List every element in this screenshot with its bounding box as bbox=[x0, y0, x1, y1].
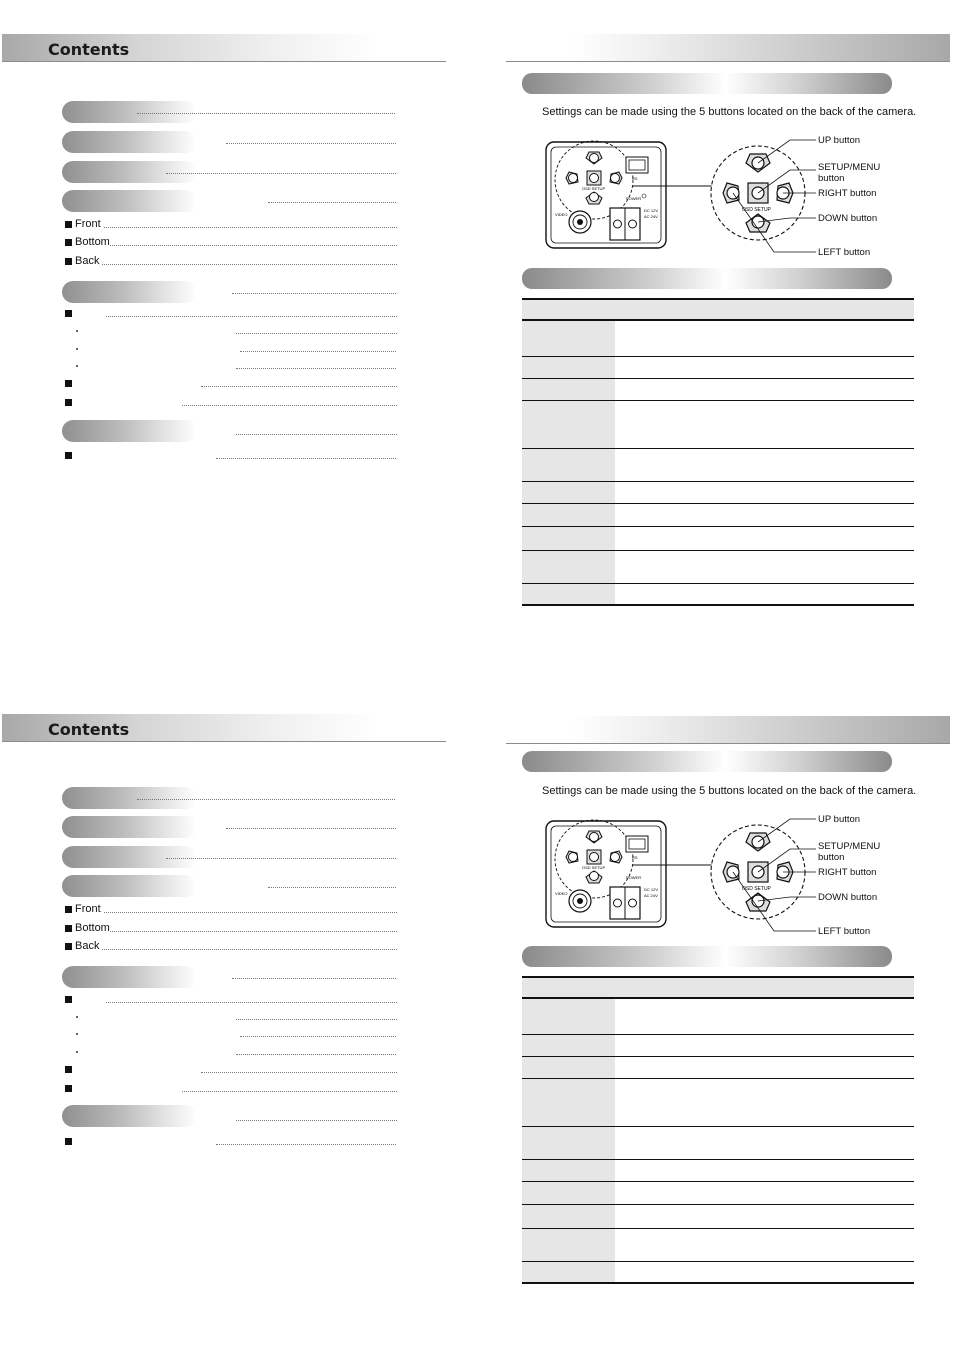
sub-bullet-icon bbox=[76, 1016, 78, 1018]
toc-leader bbox=[236, 434, 397, 435]
toc-section-pill bbox=[62, 816, 197, 838]
osd-setup-label: OSD SETUP bbox=[582, 865, 606, 870]
toc-item-front[interactable]: Front bbox=[75, 218, 101, 230]
contents-title: Contents bbox=[48, 40, 130, 59]
toc-leader bbox=[104, 227, 397, 228]
ac-label: AC 24V bbox=[644, 214, 658, 219]
contents-header-bar bbox=[2, 34, 446, 62]
toc-leader bbox=[236, 1019, 397, 1020]
rs-label: RS bbox=[632, 855, 638, 860]
toc-section-pill bbox=[62, 190, 197, 212]
bullet-square-icon bbox=[65, 258, 72, 265]
right-button-callout: RIGHT button bbox=[818, 188, 877, 199]
setup-menu-button-callout-line2: button bbox=[818, 173, 845, 184]
sub-bullet-icon bbox=[76, 348, 78, 350]
up-button-callout: UP button bbox=[818, 814, 861, 825]
toc-leader bbox=[102, 264, 397, 265]
toc-section-pill bbox=[62, 161, 197, 183]
up-button-callout: UP button bbox=[818, 135, 861, 146]
toc-leader bbox=[232, 293, 396, 294]
toc-section-pill bbox=[62, 787, 197, 809]
table-row bbox=[522, 482, 914, 504]
sub-bullet-icon bbox=[76, 330, 78, 332]
toc-section-pill bbox=[62, 966, 197, 988]
toc-leader bbox=[137, 113, 395, 114]
toc-leader bbox=[240, 1036, 396, 1037]
table-row bbox=[522, 449, 914, 482]
osd-setup-label-large: OSD SETUP bbox=[742, 207, 771, 213]
contents-header-bar bbox=[2, 714, 446, 742]
section-heading-pill bbox=[522, 946, 892, 967]
toc-leader bbox=[201, 386, 397, 387]
power-label: POWER bbox=[626, 196, 642, 201]
table-row bbox=[522, 999, 914, 1035]
bullet-square-icon bbox=[65, 996, 72, 1003]
toc-item-back[interactable]: Back bbox=[75, 255, 100, 267]
bullet-square-icon bbox=[65, 380, 72, 387]
osd-setup-label-large: OSD SETUP bbox=[742, 886, 771, 892]
bullet-square-icon bbox=[65, 925, 72, 932]
contents-page bbox=[0, 0, 450, 680]
toc-leader bbox=[236, 368, 396, 369]
toc-leader bbox=[232, 978, 396, 979]
table-row bbox=[522, 321, 914, 357]
sub-bullet-icon bbox=[76, 1033, 78, 1035]
buttons-page bbox=[506, 0, 954, 680]
toc-leader bbox=[216, 1144, 396, 1145]
down-button-callout: DOWN button bbox=[818, 892, 878, 903]
settings-note: Settings can be made using the 5 buttons located on the back of the camera. bbox=[542, 785, 917, 797]
section-heading-pill bbox=[522, 751, 892, 772]
bullet-square-icon bbox=[65, 1138, 72, 1145]
down-button-callout: DOWN button bbox=[818, 213, 878, 224]
toc-leader bbox=[110, 245, 397, 246]
table-row bbox=[522, 1127, 914, 1160]
toc-leader bbox=[236, 1120, 397, 1121]
dc-label: DC 12V bbox=[644, 208, 659, 213]
table-row bbox=[522, 1160, 914, 1182]
toc-leader bbox=[268, 202, 396, 203]
table-header-row bbox=[522, 976, 914, 999]
toc-leader bbox=[182, 405, 397, 406]
table-row bbox=[522, 379, 914, 401]
page-spread-bottom bbox=[0, 680, 954, 1350]
video-label: VIDEO bbox=[555, 212, 568, 217]
table-row bbox=[522, 504, 914, 527]
settings-table bbox=[522, 976, 914, 1284]
bullet-square-icon bbox=[65, 452, 72, 459]
table-row bbox=[522, 1205, 914, 1229]
video-label: VIDEO bbox=[555, 891, 568, 896]
table-row bbox=[522, 1057, 914, 1079]
buttons-page bbox=[506, 680, 954, 1350]
toc-leader bbox=[102, 949, 397, 950]
setup-menu-button-callout: SETUP/MENU bbox=[818, 841, 881, 852]
page-header-bar bbox=[506, 34, 950, 62]
section-heading-pill bbox=[522, 73, 892, 94]
bullet-square-icon bbox=[65, 1085, 72, 1092]
bullet-square-icon bbox=[65, 906, 72, 913]
left-button-callout: LEFT button bbox=[818, 247, 871, 258]
camera-back-diagram bbox=[544, 809, 914, 944]
toc-item-bottom[interactable]: Bottom bbox=[75, 236, 110, 248]
toc-leader bbox=[201, 1072, 397, 1073]
toc-leader bbox=[137, 799, 395, 800]
dc-label: DC 12V bbox=[644, 887, 659, 892]
table-header-row bbox=[522, 298, 914, 321]
toc-leader bbox=[166, 858, 396, 859]
table-row bbox=[522, 551, 914, 584]
table-row bbox=[522, 527, 914, 551]
toc-section-pill bbox=[62, 875, 197, 897]
toc-leader bbox=[236, 1054, 396, 1055]
toc-leader bbox=[226, 828, 396, 829]
table-row bbox=[522, 1079, 914, 1127]
settings-note: Settings can be made using the 5 buttons located on the back of the camera. bbox=[542, 106, 917, 118]
toc-leader bbox=[106, 316, 397, 317]
toc-leader bbox=[240, 351, 396, 352]
toc-leader bbox=[104, 912, 397, 913]
table-row bbox=[522, 357, 914, 379]
table-row bbox=[522, 1229, 914, 1262]
settings-table bbox=[522, 298, 914, 606]
bullet-square-icon bbox=[65, 239, 72, 246]
toc-leader bbox=[166, 173, 396, 174]
ac-label: AC 24V bbox=[644, 893, 658, 898]
toc-item-front[interactable]: Front bbox=[75, 903, 101, 915]
table-row bbox=[522, 1035, 914, 1057]
bullet-square-icon bbox=[65, 943, 72, 950]
toc-leader bbox=[182, 1091, 397, 1092]
rs-label: RS bbox=[632, 176, 638, 181]
contents-title: Contents bbox=[48, 720, 130, 739]
toc-section-pill bbox=[62, 846, 197, 868]
toc-item-bottom[interactable]: Bottom bbox=[75, 922, 110, 934]
toc-leader bbox=[226, 143, 396, 144]
contents-page bbox=[0, 680, 450, 1350]
toc-section-pill bbox=[62, 101, 197, 123]
sub-bullet-icon bbox=[76, 365, 78, 367]
bullet-square-icon bbox=[65, 399, 72, 406]
section-heading-pill bbox=[522, 268, 892, 289]
table-row bbox=[522, 1182, 914, 1205]
sub-bullet-icon bbox=[76, 1051, 78, 1053]
bullet-square-icon bbox=[65, 1066, 72, 1073]
osd-setup-label: OSD SETUP bbox=[582, 186, 606, 191]
toc-leader bbox=[106, 1002, 397, 1003]
page-header-bar bbox=[506, 716, 950, 744]
toc-leader bbox=[216, 458, 396, 459]
table-row bbox=[522, 401, 914, 449]
toc-leader bbox=[236, 333, 397, 334]
toc-section-pill bbox=[62, 131, 197, 153]
toc-section-pill bbox=[62, 420, 197, 442]
setup-menu-button-callout-line2: button bbox=[818, 852, 845, 863]
table-row bbox=[522, 1262, 914, 1284]
setup-menu-button-callout: SETUP/MENU bbox=[818, 162, 881, 173]
left-button-callout: LEFT button bbox=[818, 926, 871, 937]
bullet-square-icon bbox=[65, 221, 72, 228]
toc-item-back[interactable]: Back bbox=[75, 940, 100, 952]
toc-leader bbox=[110, 931, 397, 932]
toc-section-pill bbox=[62, 1105, 197, 1127]
camera-back-diagram bbox=[544, 130, 914, 265]
toc-section-pill bbox=[62, 281, 197, 303]
power-label: POWER bbox=[626, 875, 642, 880]
table-row bbox=[522, 584, 914, 606]
toc-leader bbox=[268, 887, 396, 888]
bullet-square-icon bbox=[65, 310, 72, 317]
right-button-callout: RIGHT button bbox=[818, 867, 877, 878]
